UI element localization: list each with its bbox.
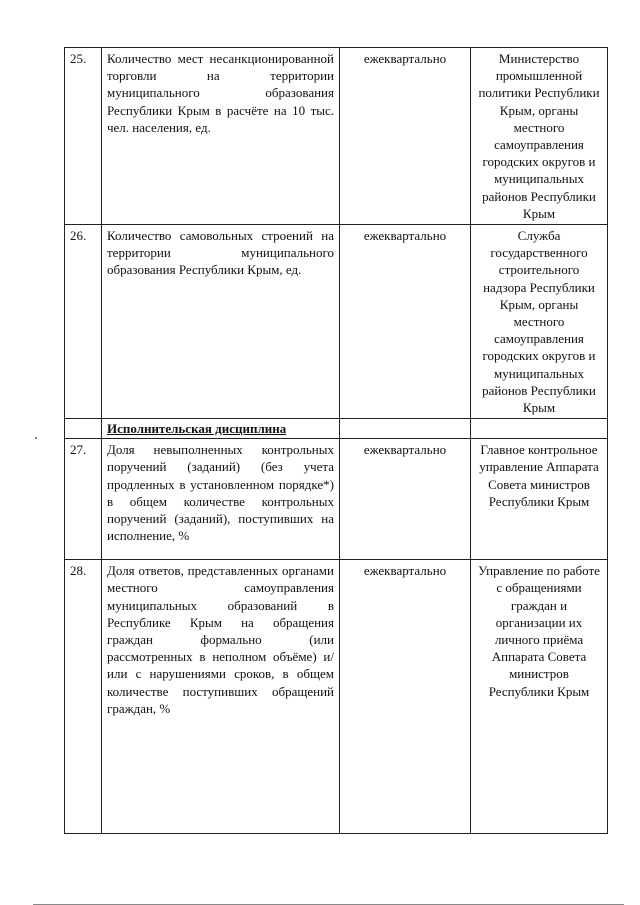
row-number: 28. [65, 560, 102, 834]
reporting-period: ежеквартально [340, 560, 471, 834]
indicator-name: Количество самовольных строений на территории муниципального образования Республики Крым, ед. [102, 225, 340, 419]
responsible-body: Главное контрольное управление Аппарата Совета министров Республики Крым [471, 439, 608, 560]
reporting-period: ежеквартально [340, 439, 471, 560]
table-row [65, 560, 608, 834]
table-row [65, 48, 608, 225]
section-row [65, 419, 608, 439]
table-row [65, 439, 608, 560]
row-number: 27. [65, 439, 102, 560]
row-number: 26. [65, 225, 102, 419]
section-title: Исполнительская дисциплина [102, 419, 340, 439]
indicator-name: Доля ответов, представленных органами местного самоуправления муниципальных образований в Республике Крым на обращения граждан формально (или рассмотренных в неполном объёме) и/или с нарушениями сроков, в общем количестве поступивших обращений граждан, % [102, 560, 340, 834]
table-row [65, 225, 608, 419]
row-number: 25. [65, 48, 102, 225]
reporting-period: ежеквартально [340, 225, 471, 419]
indicator-name: Доля невыполненных контрольных поручений (заданий) (без учета продленных в установленном порядке*) в общем количестве контрольных поручений (заданий), поступивших на исполнение, % [102, 439, 340, 560]
responsible-body: Служба государственного строительного надзора Республики Крым, органы местного самоуправления городских округов и муниципальных районов Республики Крым [471, 225, 608, 419]
section-empty-cell [340, 419, 471, 439]
indicator-name: Количество мест несанкционированной торговли на территории муниципального образования Республики Крым в расчёте на 10 тыс. чел. населения, ед. [102, 48, 340, 225]
responsible-body: Управление по работе с обращениями граждан и организации их личного приёма Аппарата Совета министров Республики Крым [471, 560, 608, 834]
section-empty-cell [471, 419, 608, 439]
reporting-period: ежеквартально [340, 48, 471, 225]
section-number-cell [65, 419, 102, 439]
responsible-body: Министерство промышленной политики Республики Крым, органы местного самоуправления городских округов и муниципальных районов Республики Крым [471, 48, 608, 225]
scan-speck [35, 437, 37, 439]
indicators-table [64, 47, 608, 834]
